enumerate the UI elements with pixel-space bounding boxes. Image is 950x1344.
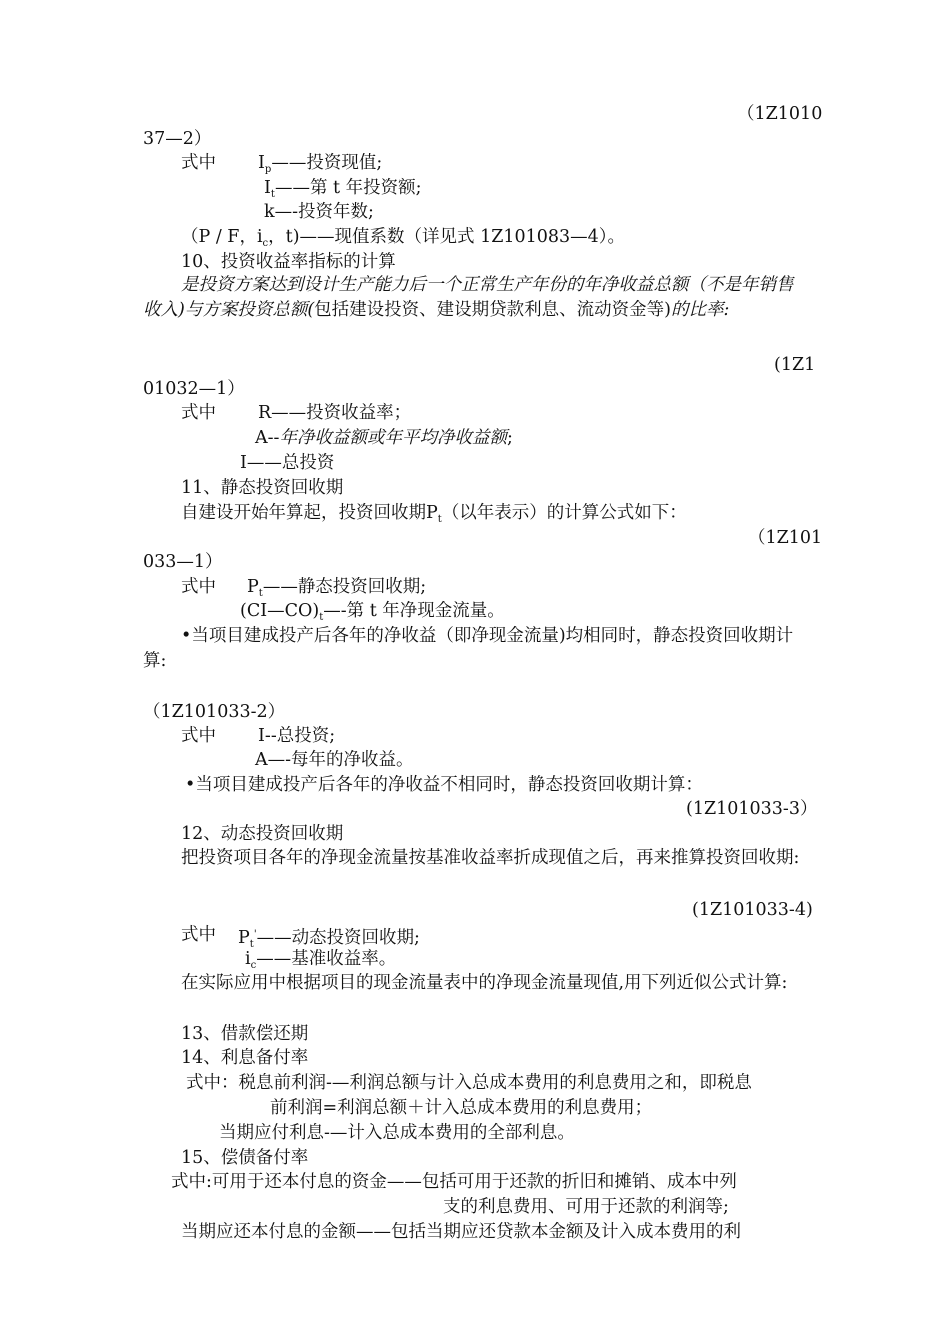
variable-definition: k—-投资年数; bbox=[264, 202, 374, 222]
section-heading: 11、静态投资回收期 bbox=[181, 478, 344, 498]
variable-definition: $(CI—CO)_t—-$第 t 年净现金流量。 bbox=[240, 601, 505, 623]
section-heading: 14、利息备付率 bbox=[181, 1048, 309, 1068]
variable-definition: $P_t'——$动态投资回收期; bbox=[238, 928, 420, 950]
paragraph-line: 式中：税息前利润-—利润总额与计入总成本费用的利息费用之和，即税息 bbox=[186, 1073, 752, 1093]
equation-ref: （1Z1010 bbox=[737, 104, 823, 124]
equation-ref: (1Z101033-4) bbox=[692, 900, 813, 920]
equation-ref: (1Z1 bbox=[774, 355, 816, 375]
paragraph: 把投资项目各年的净现金流量按基准收益率折成现值之后，再来推算投资回收期: bbox=[181, 848, 800, 868]
paragraph-line: 当期应付利息-—计入总成本费用的全部利息。 bbox=[219, 1123, 575, 1143]
variable-definition: R——投资收益率； bbox=[258, 403, 412, 423]
equation-ref: （1Z101033-2） bbox=[143, 702, 286, 722]
variable-definition: I——总投资 bbox=[240, 453, 335, 473]
variable-definition: I--总投资; bbox=[258, 726, 336, 746]
variable-definition: $I_p——$投资现值; bbox=[258, 153, 383, 175]
paragraph-line: 当期应还本付息的金额——包括当期应还贷款本金额及计入成本费用的利 bbox=[181, 1222, 741, 1242]
equation-ref: （1Z101 bbox=[748, 528, 823, 548]
paragraph-line: 式中:可用于还本付息的资金——包括可用于还款的折旧和摊销、成本中列 bbox=[171, 1172, 737, 1192]
where-label: 式中 bbox=[181, 153, 216, 173]
variable-definition: $i_c——$基准收益率。 bbox=[245, 949, 397, 971]
where-label: 式中 bbox=[181, 403, 216, 423]
variable-definition: A—-每年的净收益。 bbox=[255, 750, 414, 770]
equation-ref: 01032—1） bbox=[143, 379, 245, 399]
where-label: 式中 bbox=[181, 726, 216, 746]
paragraph-line: 前利润=利润总额＋计入总成本费用的利息费用； bbox=[270, 1098, 653, 1118]
variable-definition: A--年净收益额或年平均净收益额; bbox=[255, 428, 513, 448]
bullet-paragraph: •当项目建成投产后各年的净收益不相同时，静态投资回收期计算： bbox=[185, 775, 703, 795]
where-label: 式中 bbox=[181, 577, 216, 597]
where-label: 式中 bbox=[181, 925, 216, 945]
variable-definition: （P / F，$i_c$，t)——现值系数（详见式 1Z101083—4）。 bbox=[181, 227, 626, 249]
equation-ref: 37—2） bbox=[143, 129, 212, 149]
equation-ref: 033—1） bbox=[143, 552, 223, 572]
paragraph-line: 支的利息费用、可用于还款的利润等; bbox=[443, 1197, 729, 1217]
section-heading: 10、投资收益率指标的计算 bbox=[181, 252, 396, 272]
variable-definition: $I_t——$第 t 年投资额; bbox=[264, 178, 422, 200]
section-heading: 15、偿债备付率 bbox=[181, 1148, 309, 1168]
section-heading: 13、借款偿还期 bbox=[181, 1024, 309, 1044]
paragraph-line: 自建设开始年算起，投资回收期$P_t$（以年表示）的计算公式如下： bbox=[181, 503, 687, 525]
paragraph: 在实际应用中根据项目的现金流量表中的净现金流量现值,用下列近似公式计算: bbox=[181, 973, 788, 993]
bullet-paragraph: •当项目建成投产后各年的净收益（即净现金流量)均相同时，静态投资回收期计算: bbox=[143, 626, 794, 671]
section-heading: 12、动态投资回收期 bbox=[181, 824, 344, 844]
variable-definition: $P_t——$静态投资回收期; bbox=[247, 577, 427, 599]
equation-ref: (1Z101033-3） bbox=[686, 799, 818, 819]
definition-paragraph: 是投资方案达到设计生产能力后一个正常生产年份的年净收益总额（不是年销售收入)与方案投资总额(包括建设投资、建设期贷款利息、流动资金等)的比率: bbox=[143, 275, 794, 320]
